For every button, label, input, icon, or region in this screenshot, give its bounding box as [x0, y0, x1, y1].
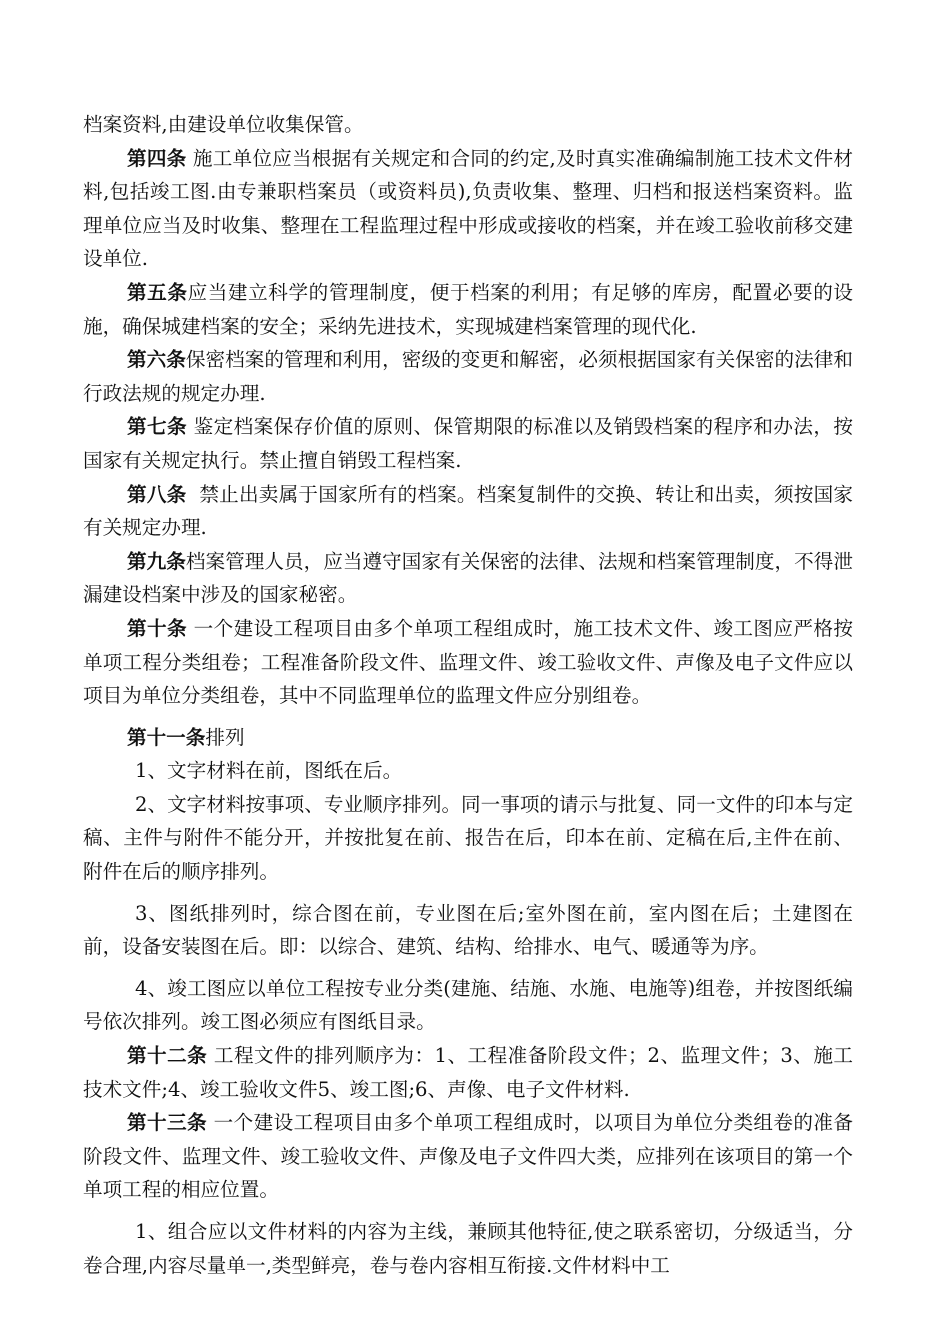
article-text: 档案管理人员，应当遵守国家有关保密的法律、法规和档案管理制度，不得泄漏建设档案中涉及的国家秘密。 — [83, 549, 854, 607]
paragraph-continuation — [83, 108, 853, 142]
list-item-text: 4、竣工图应以单位工程按专业分类(建施、结施、水施、电施等)组卷，并按图纸编号依次排列。竣工图必须应有图纸目录。 — [83, 976, 853, 1034]
list-item-4 — [83, 972, 853, 1039]
article-13 — [83, 1106, 853, 1207]
article-heading: 第五条 — [127, 280, 188, 304]
article-text: 鉴定档案保存价值的原则、保管期限的标准以及销毁档案的程序和办法，按国家有关规定执行。禁止擅自销毁工程档案. — [83, 415, 853, 472]
article-6 — [83, 343, 853, 410]
article-heading: 第八条 — [127, 482, 187, 506]
article-5 — [83, 276, 853, 343]
article-text: 保密档案的管理和利用，密级的变更和解密，必须根据国家有关保密的法律和行政法规的规定办理. — [83, 348, 854, 405]
list-item-1 — [83, 754, 853, 788]
list-item-3 — [83, 897, 853, 964]
article-11 — [83, 721, 853, 755]
article-text: 排列 — [205, 725, 245, 749]
article-4 — [83, 142, 853, 276]
article-heading: 第四条 — [127, 146, 187, 170]
article-heading: 第十一条 — [127, 725, 206, 749]
article-text: 工程文件的排列顺序为：1、工程准备阶段文件；2、监理文件；3、施工技术文件;4、竣工验收文件5、竣工图;6、声像、电子文件材料. — [83, 1044, 853, 1101]
article-7 — [83, 410, 853, 477]
article-text: 禁止出卖属于国家所有的档案。档案复制件的交换、转让和出卖，须按国家有关规定办理. — [83, 482, 853, 540]
list-item-text: 2、文字材料按事项、专业顺序排列。同一事项的请示与批复、同一文件的印本与定稿、主件与附件不能分开，并按批复在前、报告在后，印本在前、定稿在后,主件在前、附件在后的顺序排列。 — [83, 792, 853, 884]
list-item-text: 1、组合应以文件材料的内容为主线，兼顾其他特征,使之联系密切，分级适当，分卷合理,内容尽量单一,类型鲜亮，卷与卷内容相互衔接.文件材料中工 — [83, 1220, 853, 1277]
article-heading: 第十条 — [127, 616, 187, 640]
article-text: 施工单位应当根据有关规定和合同的约定,及时真实准确编制施工技术文件材料,包括竣工图.由专兼职档案员（或资料员),负责收集、整理、归档和报送档案资料。监理单位应当及时收集、整理在工程监理过程中形成或接收的档案，并在竣工验收前移交建设单位. — [83, 146, 853, 271]
list-item-13-1 — [83, 1215, 853, 1282]
paragraph-text: 档案资料,由建设单位收集保管。 — [83, 113, 364, 136]
article-text: 一个建设工程项目由多个单项工程组成时，以项目为单位分类组卷的准备阶段文件、监理文件、竣工验收文件、声像及电子文件四大类，应排列在该项目的第一个单项工程的相应位置。 — [83, 1111, 854, 1202]
article-heading: 第十三条 — [127, 1111, 207, 1135]
article-8 — [83, 478, 853, 545]
article-heading: 第十二条 — [127, 1044, 208, 1068]
article-12 — [83, 1039, 853, 1106]
article-heading: 第六条 — [127, 348, 186, 372]
list-item-text: 3、图纸排列时，综合图在前，专业图在后;室外图在前，室内图在后；土建图在前，设备安装图在后。即：以综合、建筑、结构、给排水、电气、暖通等为序。 — [83, 901, 853, 959]
document-page — [83, 108, 853, 1282]
list-item-text: 1、文字材料在前，图纸在后。 — [135, 759, 403, 783]
article-text: 应当建立科学的管理制度，便于档案的利用；有足够的库房，配置必要的设施，确保城建档案的安全；采纳先进技术，实现城建档案管理的现代化. — [83, 280, 854, 338]
article-text: 一个建设工程项目由多个单项工程组成时，施工技术文件、竣工图应严格按单项工程分类组卷；工程准备阶段文件、监理文件、竣工验收文件、声像及电子文件应以项目为单位分类组卷，其中不同监理单位的监理文件应分别组卷。 — [83, 616, 853, 708]
list-item-2 — [83, 788, 853, 889]
article-heading: 第七条 — [127, 415, 187, 439]
article-10 — [83, 612, 853, 713]
article-9 — [83, 545, 853, 612]
article-heading: 第九条 — [127, 549, 186, 573]
